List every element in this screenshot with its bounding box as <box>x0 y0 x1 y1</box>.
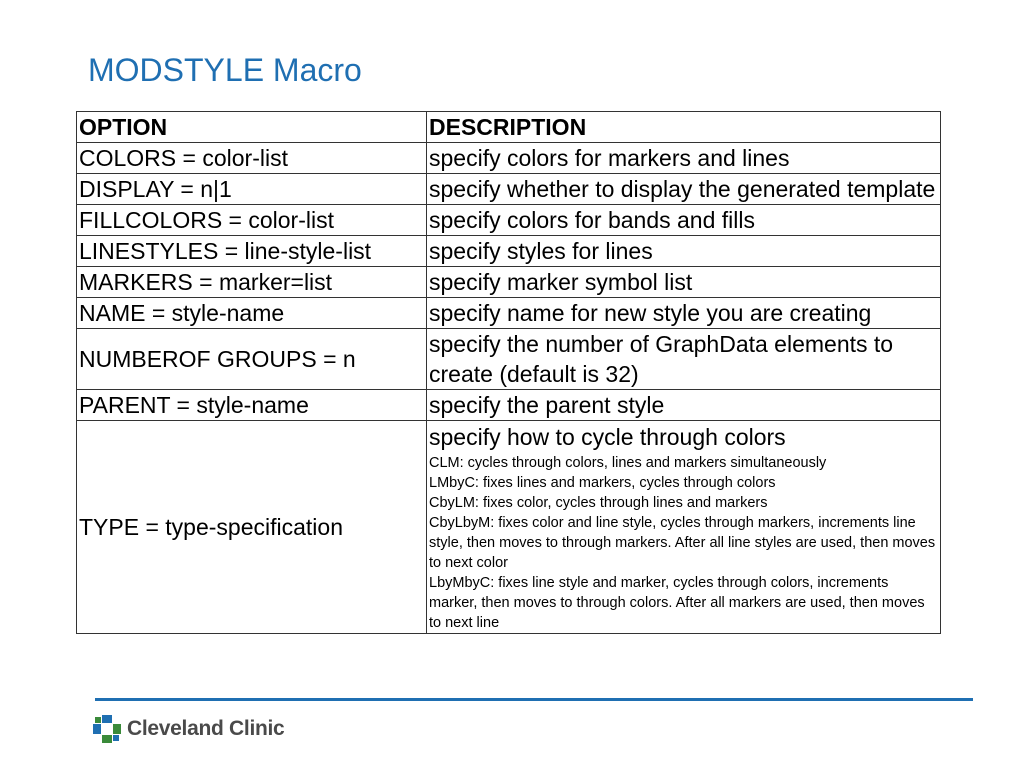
type-note-cbylm: CbyLM: fixes color, cycles through lines and markers <box>429 495 768 511</box>
description-cell: specify the number of GraphData elements to create (default is 32) <box>427 329 941 390</box>
cleveland-clinic-cross-icon <box>93 715 121 743</box>
table-header-row <box>77 112 941 143</box>
table-row <box>77 143 941 174</box>
type-notes <box>429 453 938 633</box>
column-header-option: OPTION <box>77 112 427 143</box>
table-row <box>77 329 941 390</box>
table-row <box>77 174 941 205</box>
type-description: specify how to cycle through colors <box>429 424 786 450</box>
footer-divider <box>95 698 973 701</box>
option-cell: NUMBEROF GROUPS = n <box>77 329 427 390</box>
description-cell: specify the parent style <box>427 390 941 421</box>
table-row <box>77 236 941 267</box>
type-note-clm: CLM: cycles through colors, lines and markers simultaneously <box>429 455 827 471</box>
description-cell: specify colors for bands and fills <box>427 205 941 236</box>
option-cell: PARENT = style-name <box>77 390 427 421</box>
table-row <box>77 298 941 329</box>
table-row <box>77 267 941 298</box>
type-note-lbymbyc: LbyMbyC: fixes line style and marker, cycles through colors, increments marker, then moves to through colors. After all markers are used, then moves to next line <box>429 575 925 631</box>
option-cell: MARKERS = marker=list <box>77 267 427 298</box>
description-cell: specify whether to display the generated template <box>427 174 941 205</box>
option-cell: NAME = style-name <box>77 298 427 329</box>
description-cell: specify colors for markers and lines <box>427 143 941 174</box>
cleveland-clinic-logo <box>93 715 284 743</box>
description-cell: specify marker symbol list <box>427 267 941 298</box>
option-cell: FILLCOLORS = color-list <box>77 205 427 236</box>
logo-wordmark: Cleveland Clinic <box>127 717 285 740</box>
option-cell: COLORS = color-list <box>77 143 427 174</box>
option-cell: LINESTYLES = line-style-list <box>77 236 427 267</box>
column-header-description: DESCRIPTION <box>427 112 941 143</box>
type-note-cbylbym: CbyLbyM: fixes color and line style, cycles through markers, increments line style, then moves to through markers. After all line styles are used, then moves to next color <box>429 515 936 571</box>
option-cell: TYPE = type-specification <box>77 421 427 634</box>
description-cell: specify name for new style you are creating <box>427 298 941 329</box>
table-row-type <box>77 421 941 634</box>
description-cell: specify styles for lines <box>427 236 941 267</box>
table-row <box>77 390 941 421</box>
options-table <box>76 111 941 634</box>
description-cell <box>427 421 941 634</box>
option-cell: DISPLAY = n|1 <box>77 174 427 205</box>
type-note-lmbyc: LMbyC: fixes lines and markers, cycles through colors <box>429 475 776 491</box>
slide-title: MODSTYLE Macro <box>88 52 362 88</box>
table-row <box>77 205 941 236</box>
